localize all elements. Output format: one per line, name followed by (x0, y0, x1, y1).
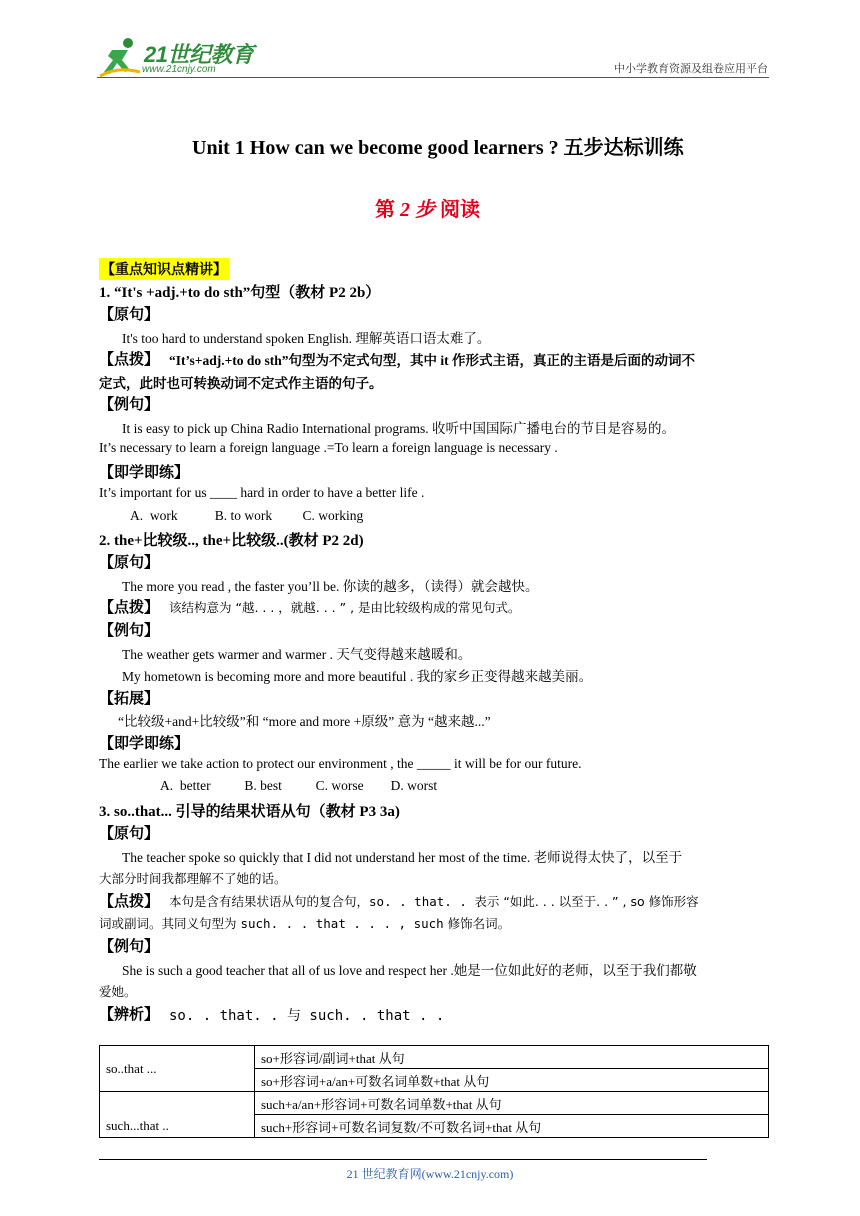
section-2-heading: 2. the+比较级.., the+比较级..(教材 P2 2d) (99, 533, 364, 549)
step-subtitle: 第 2 步 阅读 (375, 199, 480, 221)
label-tip: 【点拨】 (99, 892, 160, 910)
label-extension: 【拓展】 (99, 689, 160, 707)
table-cell: so+形容词/副词+that 从句 (255, 1046, 769, 1069)
footer-divider (99, 1159, 707, 1160)
site-logo (98, 36, 258, 80)
analysis-text: so. . that. . 与 such. . that . . (169, 1008, 445, 1024)
extension-text: “比较级+and+比较级”和 “more and more +原级” 意为 “越来越...” (118, 714, 491, 729)
practice-options: A. better B. best C. worse D. worst (160, 778, 438, 793)
footer-text: 21 世纪教育网(www.21cnjy.com) (346, 1167, 514, 1181)
table-cell: such...that .. (100, 1092, 255, 1138)
page-title: Unit 1 How can we become good learners ? 五步达标训练 (192, 137, 684, 159)
tip-line-2: 词或副词。其同义句型为 such. . . that . . . , such 修饰名词。 (99, 916, 511, 931)
original-line-1: The teacher spoke so quickly that I did not understand her most of the time. 老师说得太快了，以至于 (122, 850, 683, 865)
label-practice: 【即学即练】 (99, 734, 190, 752)
section-1-heading: 1. “It's +adj.+to do sth”句型（教材 P2 2b） (99, 285, 381, 301)
table-cell: so+形容词+a/an+可数名词单数+that 从句 (255, 1069, 769, 1092)
example-line-2: My hometown is becoming more and more beautiful . 我的家乡正变得越来越美丽。 (122, 669, 593, 684)
header-divider (97, 77, 769, 78)
example-line-1: The weather gets warmer and warmer . 天气变得越来越暖和。 (122, 647, 472, 662)
platform-name: 中小学教育资源及组卷应用平台 (614, 62, 768, 75)
table-row (100, 1046, 769, 1069)
original-sentence: It's too hard to understand spoken English. 理解英语口语太难了。 (122, 331, 491, 346)
label-example: 【例句】 (99, 395, 160, 413)
table-cell: such+形容词+可数名词复数/不可数名词+that 从句 (255, 1115, 769, 1138)
label-tip: 【点拨】 (99, 350, 160, 368)
table-cell: such+a/an+形容词+可数名词单数+that 从句 (255, 1092, 769, 1115)
comparison-table (99, 1045, 769, 1138)
label-original: 【原句】 (99, 305, 160, 323)
key-points-highlight: 【重点知识点精讲】 (99, 258, 229, 280)
tip-line-2: 定式，此时也可转换动词不定式作主语的句子。 (99, 376, 383, 391)
practice-question: The earlier we take action to protect our environment , the _____ it will be for our future. (99, 756, 582, 771)
section-3-heading: 3. so..that... 引导的结果状语从句（教材 P3 3a) (99, 804, 400, 820)
tip-line-1: “It’s+adj.+to do sth”句型为不定式句型，其中 it 作形式主语，真正的主语是后面的动词不 (169, 353, 696, 368)
table-cell: so..that ... (100, 1046, 255, 1092)
runner-logo-icon (98, 36, 142, 80)
example-line-2: It’s necessary to learn a foreign language .=To learn a foreign language is necessary . (99, 440, 558, 455)
label-practice: 【即学即练】 (99, 463, 190, 481)
tip-line-1: 本句是含有结果状语从句的复合句，so. . that. . 表示 “如此. . . 以至于. . ” , so 修饰形容 (169, 894, 699, 909)
label-example: 【例句】 (99, 937, 160, 955)
practice-question: It’s important for us ____ hard in order to have a better life . (99, 485, 425, 500)
logo-text: 21世纪教育 (144, 42, 254, 67)
label-original: 【原句】 (99, 824, 160, 842)
example-line-1: She is such a good teacher that all of us love and respect her .她是一位如此好的老师，以至于我们都敬 (122, 963, 697, 978)
original-sentence: The more you read , the faster you’ll be. 你读的越多，（读得）就会越快。 (122, 579, 539, 594)
label-original: 【原句】 (99, 553, 160, 571)
example-line-2: 爱她。 (99, 984, 137, 999)
example-line-1: It is easy to pick up China Radio International programs. 收听中国国际广播电台的节目是容易的。 (122, 421, 676, 436)
tip-line: 该结构意为 “越. . . ，就越. . . ” , 是由比较级构成的常见句式。 (169, 600, 521, 615)
table-row (100, 1092, 769, 1115)
logo-url: www.21cnjy.com (142, 64, 216, 75)
label-tip: 【点拨】 (99, 598, 160, 616)
practice-options: A. work B. to work C. working (130, 508, 364, 523)
label-example: 【例句】 (99, 621, 160, 639)
original-line-2: 大部分时间我都理解不了她的话。 (99, 871, 287, 886)
label-analysis: 【辨析】 (99, 1005, 160, 1023)
